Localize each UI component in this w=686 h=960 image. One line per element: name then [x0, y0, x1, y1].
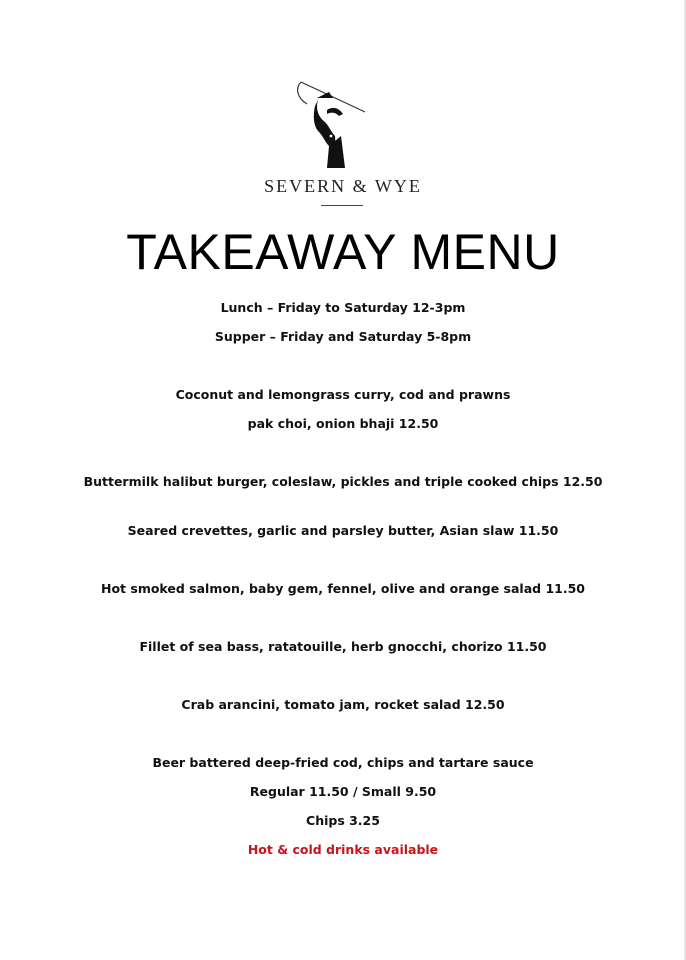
- menu-item: Crab arancini, tomato jam, rocket salad 12.50: [181, 697, 505, 712]
- menu-item: Hot smoked salmon, baby gem, fennel, olive and orange salad 11.50: [101, 581, 585, 596]
- chips-price: Chips 3.25: [306, 813, 380, 828]
- menu-item-detail: Regular 11.50 / Small 9.50: [249, 784, 437, 799]
- menu-item: Buttermilk halibut burger, coleslaw, pickles and triple cooked chips 12.50: [83, 474, 603, 489]
- drinks-note: Hot & cold drinks available: [247, 842, 439, 857]
- menu-item: Beer battered deep-fried cod, chips and tartare sauce: [152, 755, 534, 770]
- brand-divider: [321, 205, 363, 206]
- menu-item: Coconut and lemongrass curry, cod and prawns: [175, 387, 511, 402]
- fly-fisherman-logo-icon: [293, 76, 373, 172]
- supper-hours: Supper – Friday and Saturday 5-8pm: [214, 329, 472, 344]
- lunch-hours: Lunch – Friday to Saturday 12-3pm: [220, 300, 466, 315]
- brand-name: SEVERN & WYE: [264, 176, 422, 196]
- menu-item: Seared crevettes, garlic and parsley butter, Asian slaw 11.50: [127, 523, 559, 538]
- page-title: TAKEAWAY MENU: [126, 224, 560, 280]
- menu-item-detail: pak choi, onion bhaji 12.50: [247, 416, 439, 431]
- menu-item: Fillet of sea bass, ratatouille, herb gnocchi, chorizo 11.50: [139, 639, 547, 654]
